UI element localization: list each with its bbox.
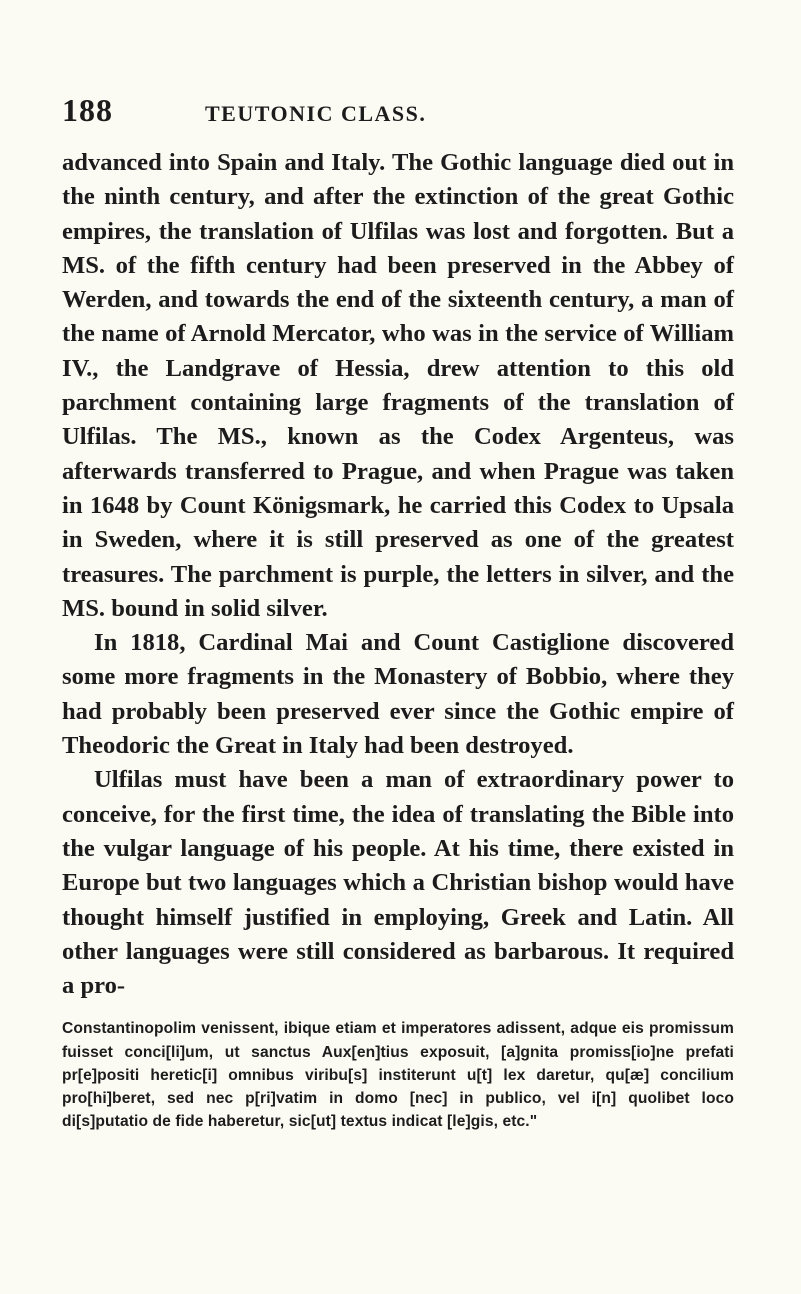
paragraph-3: Ulfilas must have been a man of extraordinary power to conceive, for the first time, the idea of translating the Bible into the vulgar language of his people. At his time, there existed in Europe but two languages which a Christian bishop would have thought himself justified in employing, Greek and Latin. All other languages were still considered as barbarous. It required a pro- — [62, 766, 734, 1000]
body-text — [62, 146, 734, 1003]
book-page — [62, 92, 734, 1133]
paragraph-2: In 1818, Cardinal Mai and Count Castiglione discovered some more fragments in the Monastery of Bobbio, where they had probably been preserved ever since the Gothic empire of Theodoric the Great in Italy had been destroyed. — [62, 629, 734, 760]
page-number: 188 — [62, 92, 113, 128]
footnote: Constantinopolim venissent, ibique etiam et imperatores adissent, adque eis promissum fuisset conci[li]um, ut sanctus Aux[en]tius exposuit, [a]gnita promiss[io]ne prefati pr[e]positi heretic[i] omnibus viribu[s] institerunt u[t] lex daretur, qu[æ] concilium pro[hi]beret, sed nec p[ri]vatim in domo [nec] in publico, vel i[n] quolibet loco di[s]putatio de fide haberetur, sic[ut] textus indicat [le]gis, etc." — [62, 1020, 734, 1131]
running-head: TEUTONIC CLASS. — [205, 101, 427, 126]
paragraph-1: advanced into Spain and Italy. The Gothic language died out in the ninth century, and after the extinction of the great Gothic empires, the translation of Ulfilas was lost and forgotten. But a MS. of the fifth century had been preserved in the Abbey of Werden, and towards the end of the sixteenth century, a man of the name of Arnold Mercator, who was in the service of William IV., the Landgrave of Hessia, drew attention to this old parchment containing large fragments of the translation of Ulfilas. The MS., known as the Codex Argenteus, was afterwards transferred to Prague, and when Prague was taken in 1648 by Count Königsmark, he carried this Codex to Upsala in Sweden, where it is still preserved as one of the greatest treasures. The parchment is purple, the letters in silver, and the MS. bound in solid silver. — [62, 149, 734, 622]
page-header — [62, 92, 734, 138]
